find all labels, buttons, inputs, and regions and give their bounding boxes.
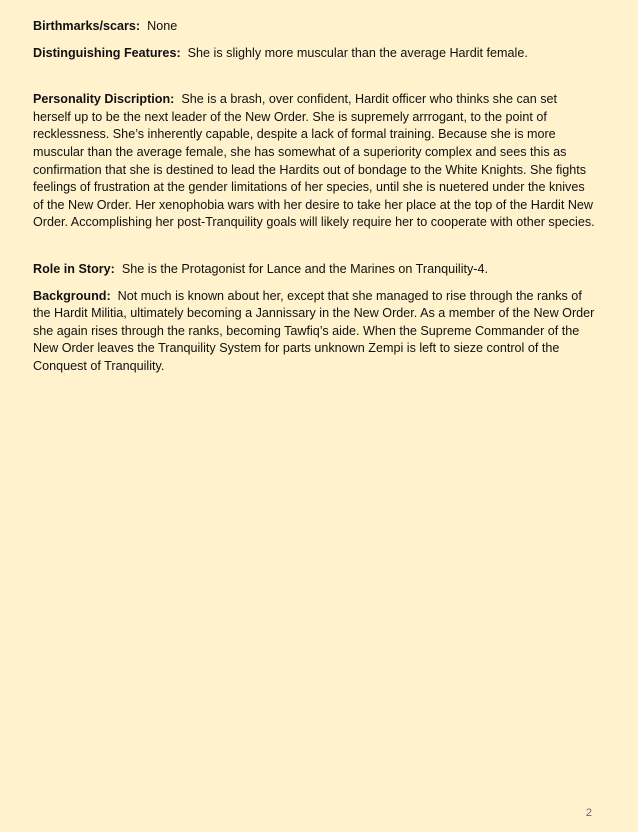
field-value: She is the Protagonist for Lance and the Marines on Tranquility-4.	[121, 261, 489, 276]
field-label: Birthmarks/scars:	[33, 19, 141, 33]
field-label: Personality Discription:	[33, 92, 175, 107]
page-number: 2	[585, 807, 592, 819]
field-role-in-story	[33, 261, 596, 279]
field-label: Distinguishing Features:	[33, 45, 181, 60]
field-birthmarks	[33, 18, 596, 36]
field-distinguishing-features	[33, 45, 596, 63]
field-personality-description	[33, 91, 596, 232]
field-label: Background:	[33, 288, 111, 303]
field-value: She is slighly more muscular than the average Hardit female.	[187, 45, 528, 60]
field-value: She is a brash, over confident, Hardit officer who thinks she can set herself up to be the next leader of the New Order. She is supremely arrrogant, to the point of recklessness. She’s inherently capable, despite a lack of formal training. Because she is more muscular than the average female, she has somewhat of a superiority complex and sees this as confirmation that she is destined to lead the Hardits out of bondage to the White Knights. She fights feelings of frustration at the gender limitations of her species, until she is nuetered under the knives of the New Order. Her xenophobia wars with her desire to take her place at the top of the Hardit New Order. Accomplishing her post-Tranquility goals will likely require her to cooperate with other species.	[33, 92, 595, 230]
field-value: None	[147, 19, 178, 33]
field-background	[33, 288, 596, 376]
field-value: Not much is known about her, except that she managed to rise through the ranks of the Hardit Militia, ultimately becoming a Jannissary in the New Order. As a member of the New Order she again rises through the ranks, becoming Tawfiq’s aide. When the Supreme Commander of the New Order leaves the Tranquility System for parts unknown Zempi is left to sieze control of the Conquest of Tranquility.	[33, 288, 595, 373]
field-label: Role in Story:	[33, 261, 115, 276]
